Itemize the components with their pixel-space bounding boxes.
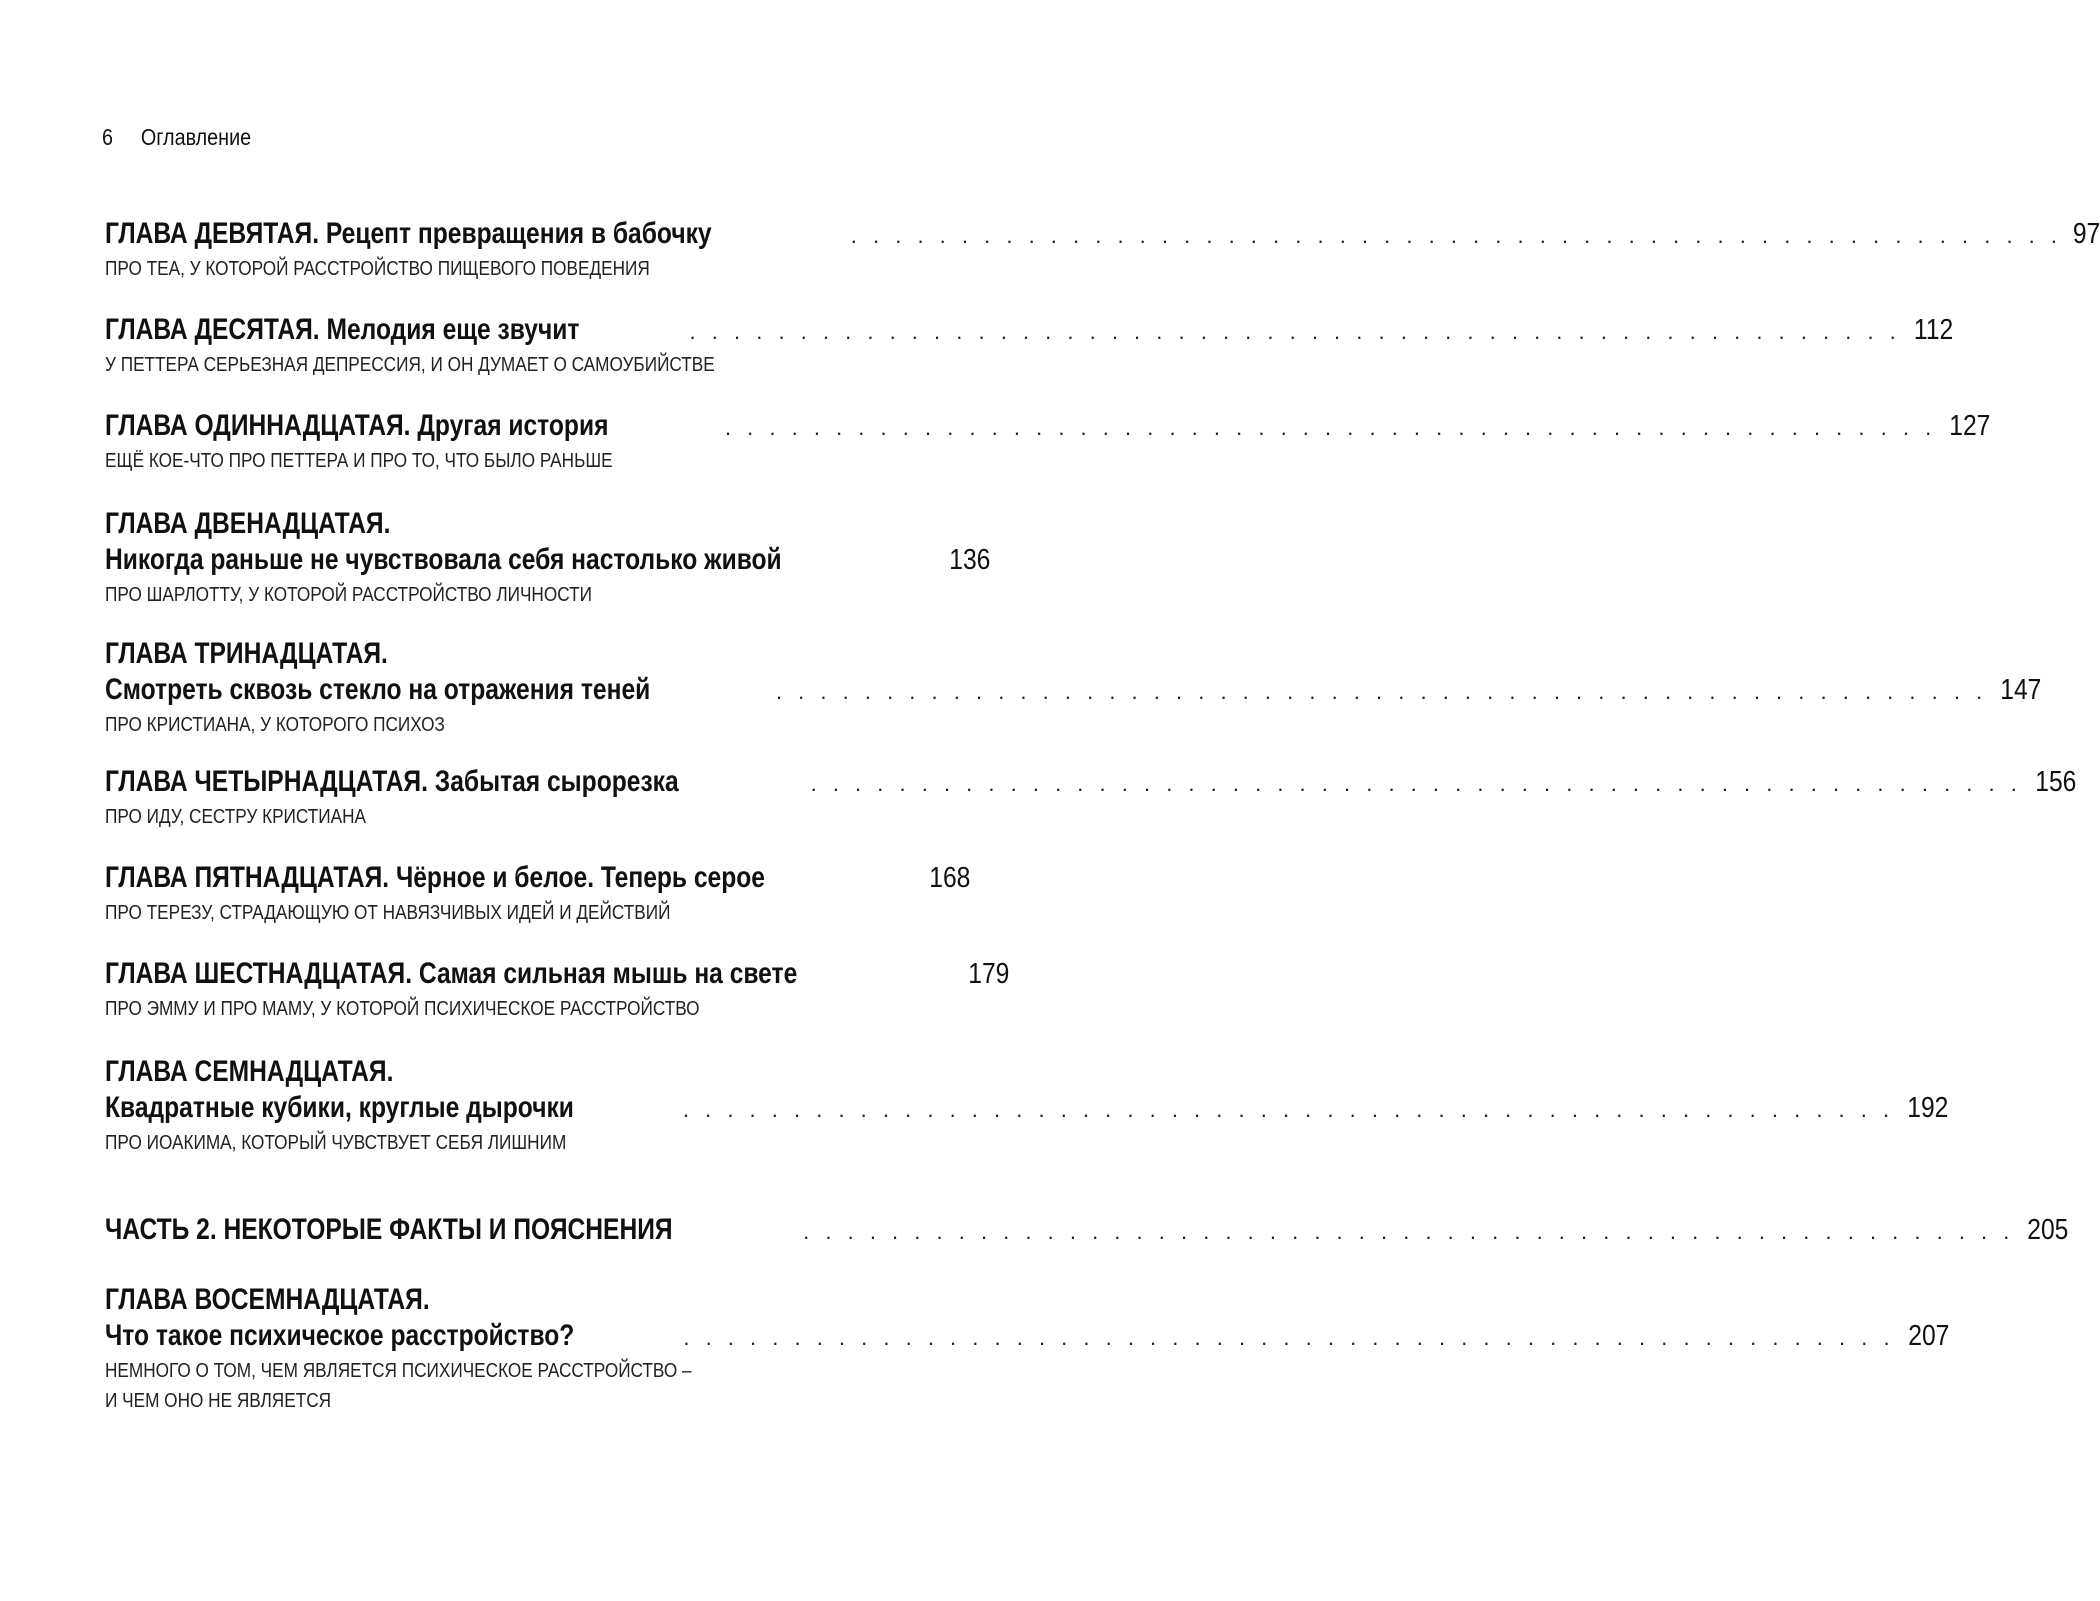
toc-entry[interactable] [105,1282,1949,1416]
entry-title: ГЛАВА ДЕСЯТАЯ. Мелодия еще звучит [105,313,580,346]
toc-line [105,860,971,898]
entry-title: ГЛАВА ОДИННАДЦАТАЯ. Другая история [105,409,609,442]
entry-subtitle-continued: И ЧЕМ ОНО НЕ ЯВЛЯЕТСЯ [105,1390,332,1412]
entry-subtitle: ЕЩЁ КОЕ-ЧТО ПРО ПЕТТЕРА И ПРО ТО, ЧТО БЫЛО РАНЬШЕ [105,450,613,472]
entry-page-number: 179 [968,958,1010,990]
leader-dots: . . . . . . . . . . . . . . . . . . . . . . . . . . . . . . . . . . . . . . . . . . . . . . . . . . . . . . . [803,1219,2015,1244]
toc-line [105,1318,1949,1356]
toc-line [105,542,991,580]
entry-page-number: 127 [1949,410,1991,442]
entry-page-number: 156 [2035,766,2077,798]
leader-dots: . . . . . . . . . . . . . . . . . . . . . . . . . . . . . . . . . . . . . . . . . . . . . . . . . . . . . . . [689,319,1901,344]
entry-page-number: 97 [2072,218,2100,250]
toc-line [105,408,1991,446]
entry-title: Смотреть сквозь стекло на отражения теней [105,673,651,706]
leader-dots: . . . . . . . . . . . . . . . . . . . . . . . . . . . . . . . . . . . . . . . . . . . . . . . . . . . . . . . [850,223,2063,248]
toc-entry[interactable] [105,636,2042,740]
leader-dots: . . . . . . . . . . . . . . . . . . . . . . . . . . . . . . . . . . . . . . . . . . . . . . . . . . . . . . . [682,1097,1895,1122]
entry-page-number: 147 [2000,674,2042,706]
toc-line [105,216,2100,254]
toc-line [105,956,1010,994]
entry-subtitle: ПРО ЭММУ И ПРО МАМУ, У КОТОРОЙ ПСИХИЧЕСКОЕ РАССТРОЙСТВО [105,998,700,1020]
entry-subtitle: У ПЕТТЕРА СЕРЬЕЗНАЯ ДЕПРЕССИЯ, И ОН ДУМАЕТ О САМОУБИЙСТВЕ [105,354,715,376]
toc-entry[interactable] [105,1054,1949,1158]
entry-title: Квадратные кубики, круглые дырочки [105,1091,574,1124]
entry-heading: ГЛАВА СЕМНАДЦАТАЯ. [105,1055,394,1088]
entry-subtitle: ПРО ИОАКИМА, КОТОРЫЙ ЧУВСТВУЕТ СЕБЯ ЛИШНИМ [105,1132,567,1154]
leader-dots: . . . . . . . . . . . . . . . . . . . . . . . . . . . . . . . . . . . . . . . . . . . . . . . . . . . . . . . [810,771,2022,796]
toc-line [105,764,2077,802]
toc-entry[interactable] [105,506,991,610]
entry-page-number: 192 [1907,1092,1949,1124]
entry-page-number: 168 [929,862,971,894]
running-title: Оглавление [140,124,252,150]
leader-dots: . . . . . . . . . . . . . . . . . . . . . . . . . . . . . . . . . . . . . . . . . . . . . . . . . . . . . . . [724,415,1937,440]
toc-line [105,1090,1949,1128]
toc-part-entry[interactable] [105,1212,2069,1250]
entry-subtitle: ПРО ТЕА, У КОТОРОЙ РАССТРОЙСТВО ПИЩЕВОГО ПОВЕДЕНИЯ [105,258,650,280]
toc-entry[interactable] [105,312,1954,380]
entry-heading: ГЛАВА ВОСЕМНАДЦАТАЯ. [105,1283,430,1316]
page-number: 6 [102,124,114,150]
entry-heading: ГЛАВА ДВЕНАДЦАТАЯ. [105,507,391,540]
toc-entry[interactable] [105,764,2077,832]
entry-subtitle: ПРО ШАРЛОТТУ, У КОТОРОЙ РАССТРОЙСТВО ЛИЧНОСТИ [105,584,592,606]
entry-title: ГЛАВА ДЕВЯТАЯ. Рецепт превращения в бабочку [105,217,712,250]
entry-page-number: 136 [949,544,991,576]
entry-page-number: 207 [1907,1320,1949,1352]
toc-line [105,672,2042,710]
entry-title: Что такое психическое расстройство? [105,1319,575,1352]
entry-title: ГЛАВА ПЯТНАДЦАТАЯ. Чёрное и белое. Теперь серое [105,861,765,894]
toc-entry[interactable] [105,216,2100,284]
running-header [102,124,251,151]
toc-entry[interactable] [105,956,1010,1024]
entry-title: ГЛАВА ЧЕТЫРНАДЦАТАЯ. Забытая сырорезка [105,765,679,798]
entry-subtitle: ПРО ИДУ, СЕСТРУ КРИСТИАНА [105,806,367,828]
toc-line [105,1212,2069,1250]
toc-entry[interactable] [105,408,1991,476]
leader-dots: . . . . . . . . . . . . . . . . . . . . . . . . . . . . . . . . . . . . . . . . . . . . . . . . . . . . . . . [775,679,1988,704]
entry-page-number: 112 [1913,314,1954,346]
entry-title: ГЛАВА ШЕСТНАДЦАТАЯ. Самая сильная мышь на свете [105,957,798,990]
entry-title: Никогда раньше не чувствовала себя настолько живой [105,543,782,576]
toc-entry[interactable] [105,860,971,928]
leader-dots: . . . . . . . . . . . . . . . . . . . . . . . . . . . . . . . . . . . . . . . . . . . . . . . . . . . . . . . [683,1325,1895,1350]
toc-line [105,312,1954,350]
entry-subtitle: ПРО ТЕРЕЗУ, СТРАДАЮЩУЮ ОТ НАВЯЗЧИВЫХ ИДЕЙ И ДЕЙСТВИЙ [105,902,671,924]
entry-subtitle: ПРО КРИСТИАНА, У КОТОРОГО ПСИХОЗ [105,714,445,736]
entry-subtitle: НЕМНОГО О ТОМ, ЧЕМ ЯВЛЯЕТСЯ ПСИХИЧЕСКОЕ РАССТРОЙСТВО – [105,1360,692,1382]
part-title: ЧАСТЬ 2. НЕКОТОРЫЕ ФАКТЫ И ПОЯСНЕНИЯ [105,1213,673,1246]
entry-page-number: 205 [2027,1214,2069,1246]
entry-heading: ГЛАВА ТРИНАДЦАТАЯ. [105,637,388,670]
